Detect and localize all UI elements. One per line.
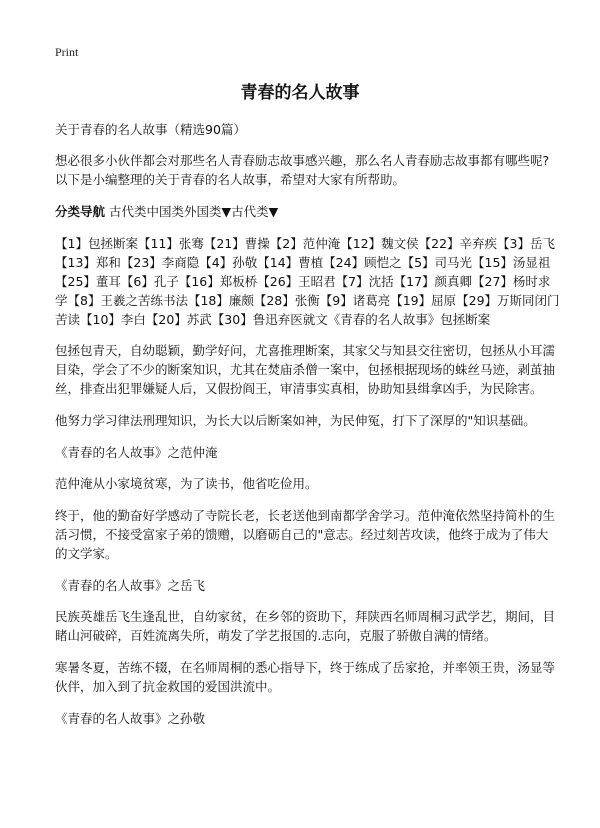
- bao-paragraph-1: 包拯包青天，自幼聪颖，勤学好问，尤喜推理断案，其家父与知县交往密切，包拯从小耳濡目染，学会了不少的断案知识，尤其在焚庙杀僧一案中，包拯根据现场的蛛丝马迹，剥茧抽丝，排查出犯罪嫌疑人后，又假扮阎王，审清事实真相，协助知县缉拿凶手，为民除害。: [55, 343, 556, 396]
- fan-paragraph-1: 范仲淹从小家境贫寒，为了读书，他省吃俭用。: [55, 476, 318, 491]
- category-navigation: [55, 202, 560, 221]
- bao-paragraph-2: 他努力学习律法刑理知识，为长大以后断案如神，为民伸冤，打下了深厚的"知识基础。: [55, 413, 536, 428]
- sun-section-heading: 《青春的名人故事》之孙敬: [55, 711, 206, 726]
- yue-section-heading: 《青春的名人故事》之岳飞: [55, 578, 206, 593]
- yue-paragraph-2: 寒暑冬夏，苦练不辍，在名师周桐的悉心指导下，终于练成了岳家抢，并率领王贵，汤显等伙伴，加入到了抗金救国的爱国洪流中。: [55, 660, 556, 694]
- category-nav-label: 分类导航: [55, 204, 106, 219]
- intro-paragraph: 想必很多小伙伴都会对那些名人青春励志故事感兴趣，那么名人青春励志故事都有哪些呢?以下是小编整理的关于青春的名人故事，希望对大家有所帮助。: [55, 153, 550, 187]
- story-catalog[interactable]: 【1】包拯断案【11】张骞【21】曹操【2】范仲淹【12】魏文侯【22】辛弃疾【3】岳飞【13】郑和【23】李商隐【4】孙敬【14】曹植【24】顾恺之【5】司马光【15】汤显祖【25】董耳【6】孔子【16】郑板桥【26】王昭君【7】沈括【17】颜真卿【27】杨时求学【8】王羲之苦练书法【18】廉颇【28】张衡【9】诸葛亮【19】屈原【29】万斯同闭门苦读【10】李白【20】苏武【30】鲁迅弃医就文《青春的名人故事》包拯断案: [55, 236, 560, 327]
- fan-paragraph-2: 终于，他的勤奋好学感动了寺院长老，长老送他到南都学舍学习。范仲淹依然坚持简朴的生活习惯，不接受富家子弟的馈赠，以磨砺自己的"意志。经过刻苦攻读，他终于成为了伟大的文学家。: [55, 508, 556, 561]
- category-nav-links[interactable]: 古代类中国类外国类▼古代类▼: [105, 204, 279, 219]
- article-body: [55, 120, 560, 740]
- yue-paragraph-1: 民族英雄岳飞生逢乱世，自幼家贫，在乡邻的资助下，拜陕西名师周桐习武学艺，期间，目睹山河破碎，百姓流离失所，萌发了学艺报国的.志向，克服了骄傲自满的情绪。: [55, 609, 556, 643]
- article-subtitle: 关于青春的名人故事（精选90篇）: [55, 122, 246, 137]
- print-link[interactable]: Print: [55, 45, 79, 59]
- fan-section-heading: 《青春的名人故事》之范仲淹: [55, 445, 218, 460]
- page-title: 青春的名人故事: [240, 83, 360, 103]
